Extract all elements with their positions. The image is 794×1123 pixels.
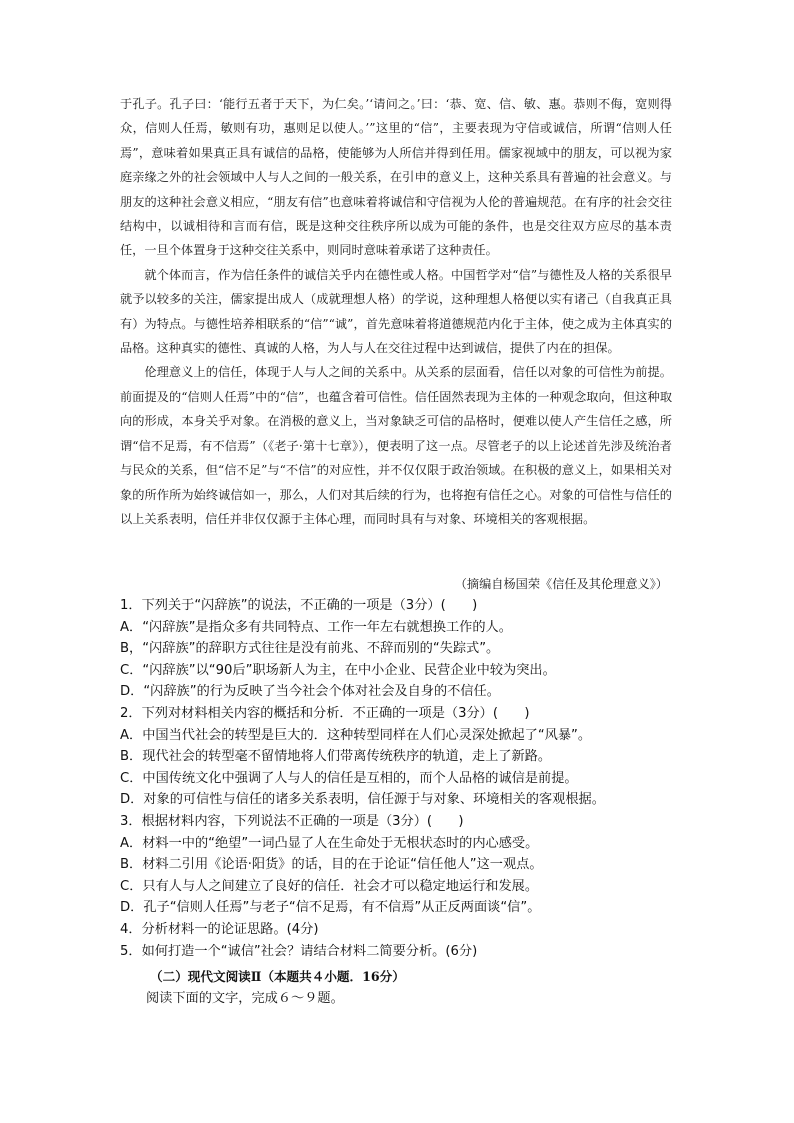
question-2-option-b: B．现代社会的转型毫不留情地将人们带离传统秩序的轨道，走上了新路。: [120, 749, 552, 765]
question-3-option-a: A．材料一中的“绝望”一词凸显了人在生命处于无根状态时的内心感受。: [120, 835, 539, 851]
question-1-option-c: C．“闪辞族”以“90后”职场新人为主，在中小企业、民营企业中较为突出。: [120, 662, 556, 678]
question-3-option-b: B．材料二引用《论语·阳货》的话，目的在于论证“信任他人”这一观点。: [120, 857, 543, 873]
question-2-option-d: D．对象的可信性与信任的诸多关系表明，信任源于与对象、环境相关的客观根据。: [120, 792, 605, 808]
passage-paragraph-2: 就个体而言，作为信任条件的诚信关乎内在德性或人格。中国哲学对“信”与德性及人格的关系很早就予以较多的关注，儒家提出成人（成就理想人格）的学说，这种理想人格便以实有诸己（自我真正具有）为特点。与德性培养相联系的“信”“诚”，首先意味着将道德规范内化于主体，使之成为主体真实的品格。这种真实的德性、真诚的人格，为人与人在交往过程中达到诚信，提供了内在的担保。: [120, 267, 672, 356]
question-1-option-a: A．“闪辞族”是指众多有共同特点、工作一年左右就想换工作的人。: [120, 619, 512, 635]
question-5: 5．如何打造一个“诚信”社会？请结合材料二简要分析。(6分): [120, 943, 478, 959]
question-4: 4．分析材料一的论证思路。(4分): [120, 921, 319, 937]
question-2-stem: 2．下列对材料相关内容的概括和分析．不正确的一项是（3分）( ): [120, 705, 530, 721]
question-3-option-d: D．孔子“信则人任焉”与老子“信不足焉，有不信焉”从正反两面谈“信”。: [120, 900, 541, 916]
section-heading: （二）现代文阅读Ⅱ（本题共４小题．16分）: [150, 969, 405, 984]
passage-paragraph-1: 于孔子。孔子曰：‘能行五者于天下，为仁矣。’‘请问之。’曰：‘恭、宽、信、敏、惠。恭则不侮，宽则得众，信则人任焉，敏则有功，惠则足以使人。’”这里的“信”，主要表现为守信或诚信，所谓“信则人任焉”，意味着如果真正具有诚信的品格，使能够为人所信并得到任用。儒家视域中的朋友，可以视为家庭亲缘之外的社会领域中人与人之间的一般关系，在引申的意义上，这种关系具有普遍的社会意义。与朋友的这种社会意义相应，“朋友有信”也意味着将诚信和守信视为人伦的普遍规范。在有序的社会交往结构中，以诚相待和言而有信，既是这种交往秩序所以成为可能的条件，也是交往双方应尽的基本责任，一旦个体置身于这种交往关系中，则同时意味着承诺了这种责任。: [120, 97, 672, 258]
question-2-option-a: A．中国当代社会的转型是巨大的．这种转型同样在人们心灵深处掀起了“风暴”。: [120, 727, 592, 743]
question-1-option-d: D．“闪辞族”的行为反映了当今社会个体对社会及自身的不信任。: [120, 684, 500, 700]
section-instruction: 阅读下面的文字，完成６～９题。: [146, 991, 344, 1006]
passage-paragraph-3: 伦理意义上的信任，体现于人与人之间的关系中。从关系的层面看，信任以对象的可信性为前提。前面提及的“信则人任焉”中的“信”，也蕴含着可信性。信任固然表现为主体的一种观念取向，但这种取向的形成，本身关乎对象。在消极的意义上，当对象缺乏可信的品格时，便难以使人产生信任之感，所谓“信不足焉，有不信焉”（《老子·第十七章》），便表明了这一点。尽管老子的以上论述首先涉及统治者与民众的关系，但“信不足”与“不信”的对应性，并不仅仅限于政治领域。在积极的意义上，如果相关对象的所作所为始终诚信如一，那么，人们对其后续的行为，也将抱有信任之心。对象的可信性与信任的以上关系表明，信任并非仅仅源于主体心理，而同时具有与对象、环境相关的客观根据。: [120, 365, 672, 526]
question-3-option-c: C．只有人与人之间建立了良好的信任．社会才可以稳定地运行和发展。: [120, 878, 539, 894]
passage-attribution: （摘编自杨国荣《信任及其伦理意义》）: [454, 577, 668, 591]
question-1-option-b: B，“闪辞族”的辞职方式往往是没有前兆、不辞而别的“失踪式”。: [120, 641, 500, 657]
question-list: [120, 595, 680, 962]
question-3-stem: 3．根据材料内容，下列说法不正确的一项是（3分）( ): [120, 813, 464, 829]
question-2-option-c: C．中国传统文化中强调了人与人的信任是互相的，而个人品格的诚信是前提。: [120, 770, 578, 786]
question-1-stem: 1．下列关于“闪辞族”的说法，不正确的一项是（3分）( ): [120, 598, 478, 613]
reading-passage: [120, 92, 672, 531]
